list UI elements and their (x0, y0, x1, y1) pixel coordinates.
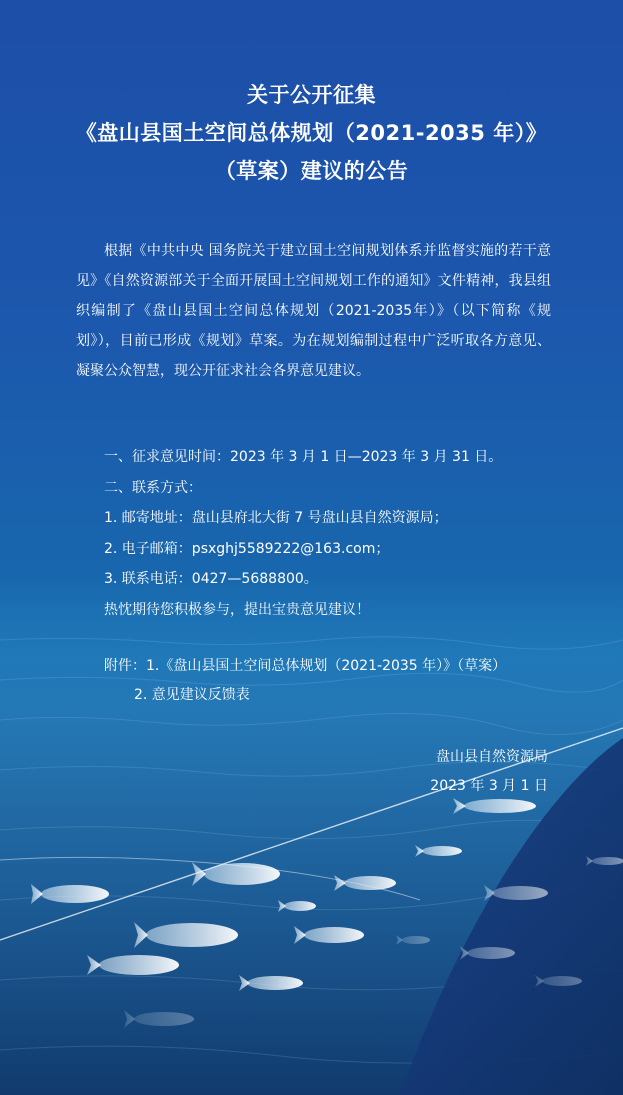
attachments-section (76, 652, 551, 710)
contact-heading: 二、联系方式： (104, 479, 202, 496)
solicitation-period: 一、征求意见时间：2023 年 3 月 1 日—2023 年 3 月 31 日。 (104, 449, 503, 465)
closing-invitation: 热忱期待您积极参与，提出宝贵意见建议！ (104, 601, 370, 618)
signature-block (430, 743, 548, 801)
email-address: 2. 电子邮箱：psxghj5589222@163.com； (104, 540, 390, 557)
phone-number: 3. 联系电话：0427—5688800。 (104, 571, 318, 587)
intro-section (76, 236, 551, 386)
title-line-2: 《盘山县国土空间总体规划（2021-2035 年）》 (75, 121, 548, 145)
announcement-title (0, 76, 623, 190)
attachment-2: 2. 意见建议反馈表 (134, 687, 250, 703)
attachment-1: 附件：1.《盘山县国土空间总体规划（2021-2035 年）》（草案） (104, 658, 507, 674)
intro-paragraph: 根据《中共中央 国务院关于建立国土空间规划体系并监督实施的若干意见》《自然资源部关于全面开展国土空间规划工作的通知》文件精神，我县组织编制了《盘山县国土空间总体规划（2021-2035年）》（以下简称《规划》），目前已形成《规划》草案。为在规划编制过程中广泛听取各方意见、凝聚公众智慧，现公开征求社会各界意见建议。 (76, 243, 551, 379)
mailing-address: 1. 邮寄地址：盘山县府北大街 7 号盘山县自然资源局； (104, 510, 448, 526)
issuing-organization: 盘山县自然资源局 (436, 749, 548, 765)
title-line-3: （草案）建议的公告 (214, 159, 409, 183)
details-section (76, 442, 551, 625)
issue-date: 2023 年 3 月 1 日 (430, 778, 548, 794)
title-line-1: 关于公开征集 (247, 83, 376, 107)
